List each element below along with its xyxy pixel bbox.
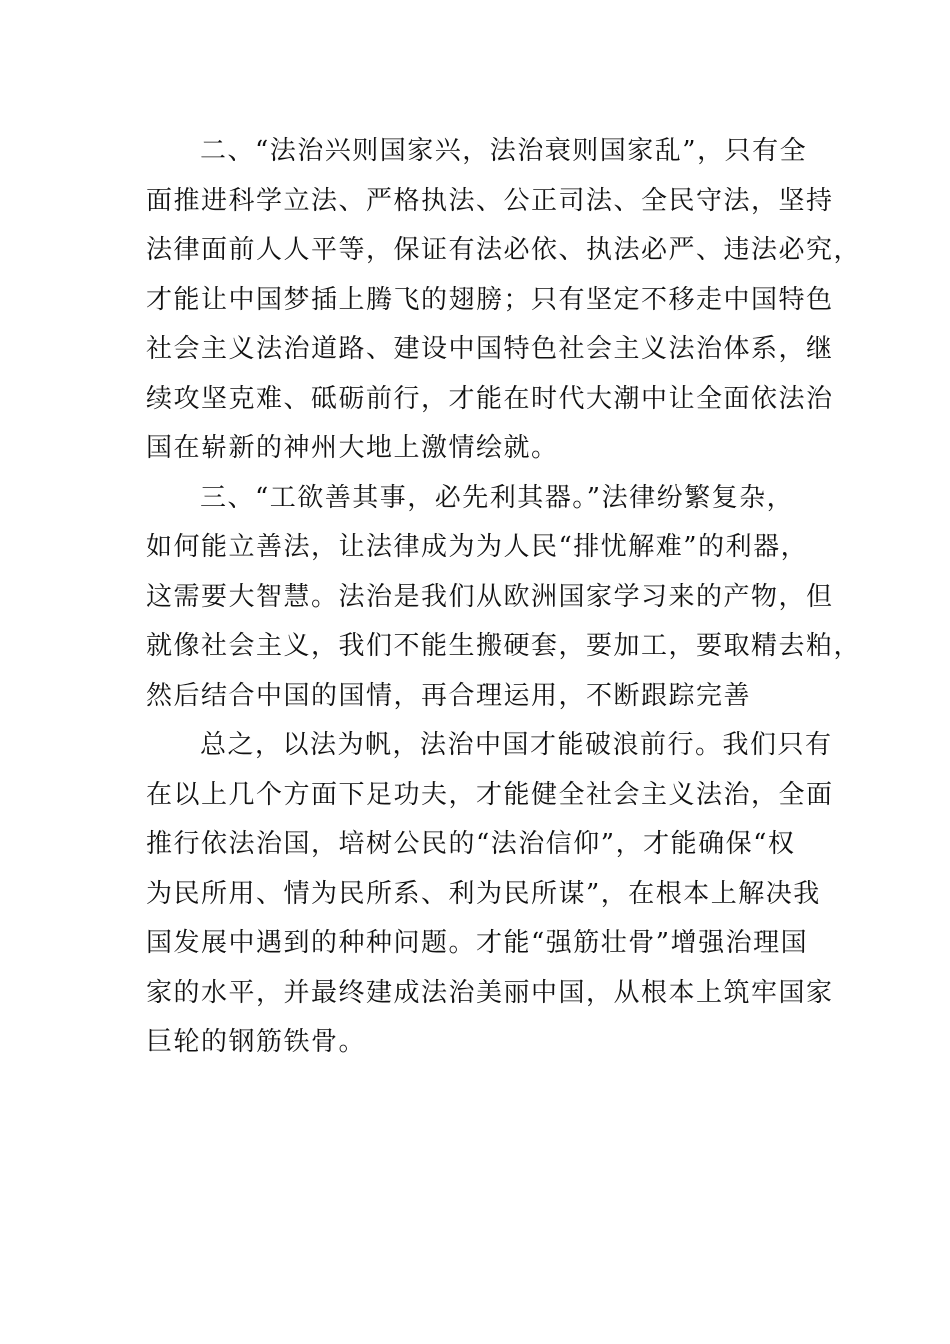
paragraph-two [146,127,862,474]
paragraph-line: 然后结合中国的国情，再合理运用，不断跟踪完善 [146,680,752,711]
paragraph-line: 社会主义法治道路、建设中国特色社会主义法治体系，继 [146,334,834,364]
paragraph-line: 总之，以法为帆，法治中国才能破浪前行。我们只有 [200,730,833,760]
body-text [146,127,862,1068]
paragraph-line: 为民所用、情为民所系、利为民所谋”，在根本上解决我 [146,878,821,909]
paragraph-line: 这需要大智慧。法治是我们从欧洲国家学习来的产物，但 [146,581,834,612]
paragraph-conclusion [146,721,834,1068]
paragraph-line: 续攻坚克难、砥砺前行，才能在时代大潮中让全面依法治 [146,383,834,414]
paragraph-line: 法律面前人人平等，保证有法必依、执法必严、违法必究， [146,235,862,265]
paragraph-line: 家的水平，并最终建成法治美丽中国，从根本上筑牢国家 [146,977,834,1008]
paragraph-line: 面推进科学立法、严格执法、公正司法、全民守法，坚持 [146,185,834,216]
paragraph-line: 推行依法治国，培树公民的“法治信仰”，才能确保“权 [146,829,796,859]
paragraph-line: 三、“工欲善其事，必先利其器。”法律纷繁复杂， [200,482,795,513]
paragraph-line: 二、“法治兴则国家兴，法治衰则国家乱”，只有全 [200,136,808,166]
paragraph-line: 在以上几个方面下足功夫，才能健全社会主义法治，全面 [146,779,834,810]
paragraph-three [146,474,862,722]
paragraph-line: 巨轮的钢筋铁骨。 [146,1027,367,1057]
paragraph-line: 才能让中国梦插上腾飞的翅膀；只有坚定不移走中国特色 [146,284,834,315]
paragraph-line: 国在崭新的神州大地上激情绘就。 [146,433,559,463]
paragraph-line: 国发展中遇到的种种问题。才能“强筋壮骨”增强治理国 [146,928,809,958]
paragraph-line: 如何能立善法，让法律成为为人民“排忧解难”的利器， [146,532,809,562]
paragraph-line: 就像社会主义，我们不能生搬硬套，要加工，要取精去粕， [146,631,862,661]
